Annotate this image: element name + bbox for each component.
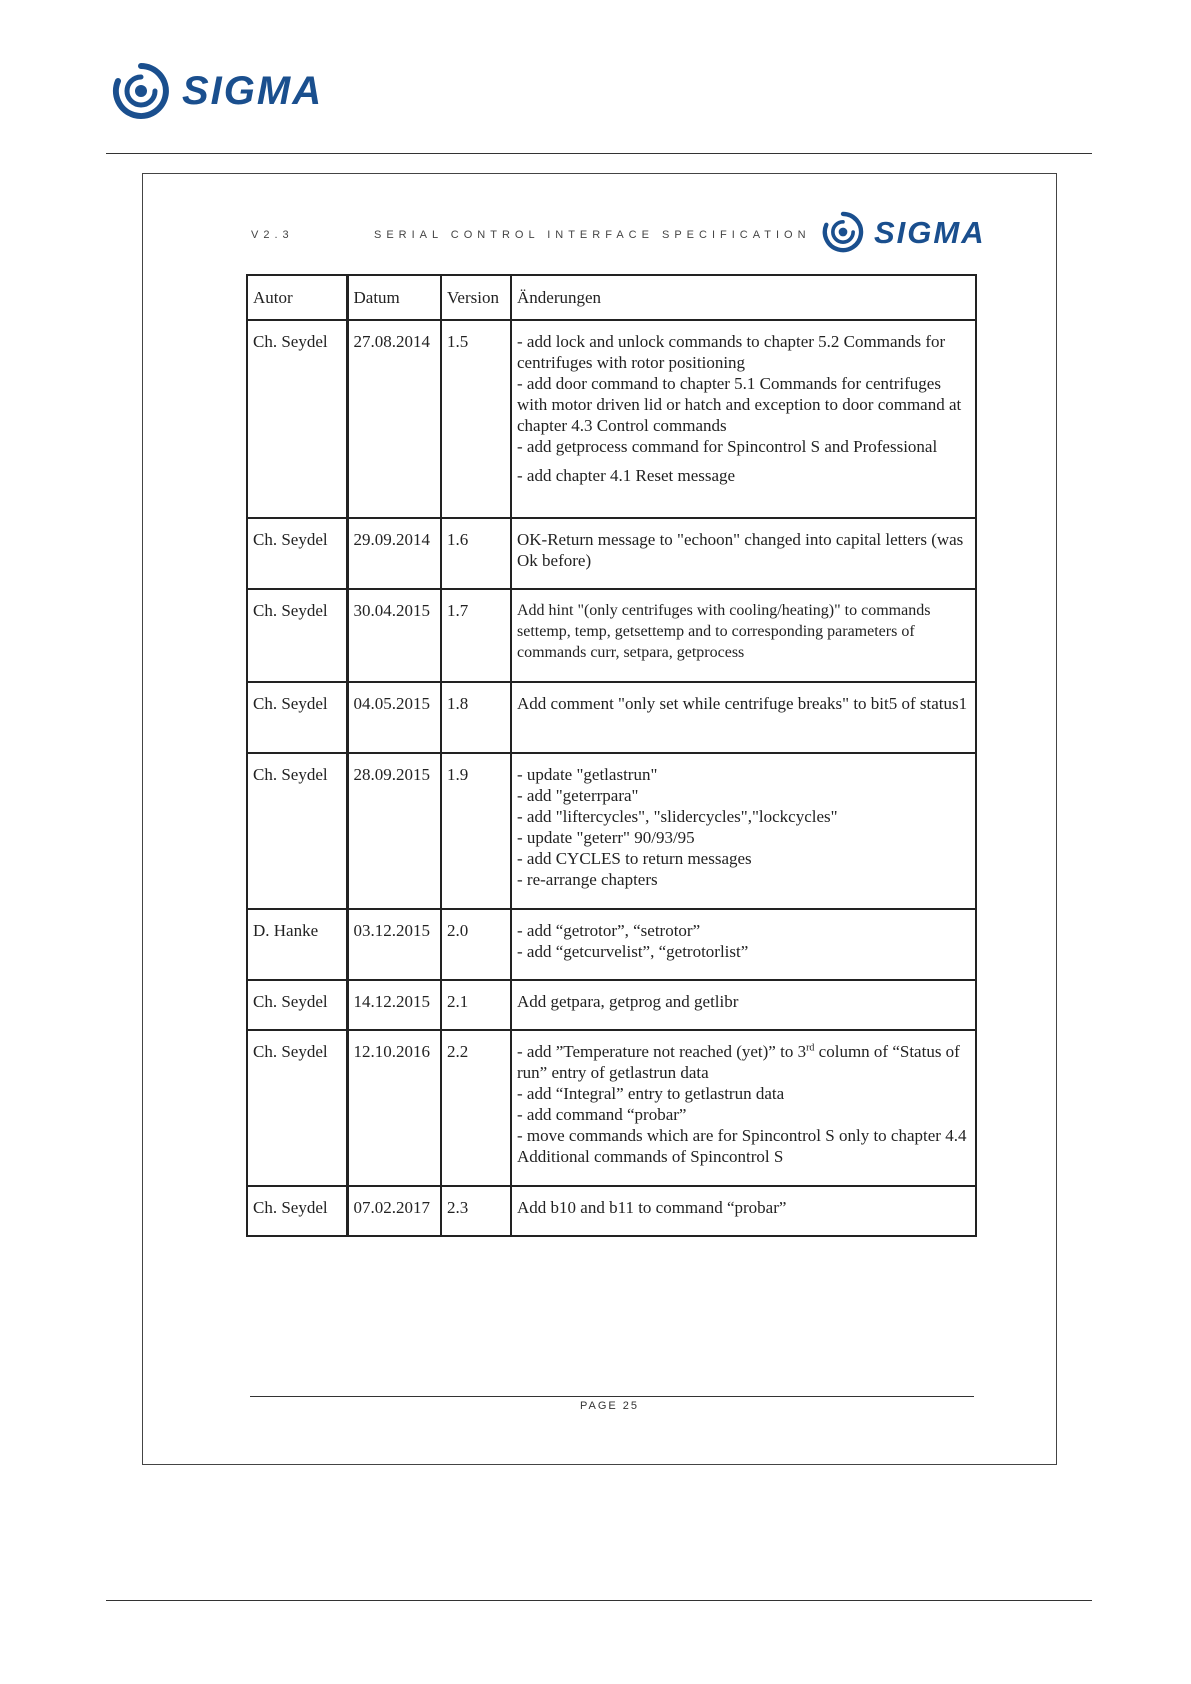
change-line: - add “getcurvelist”, “getrotorlist”: [517, 942, 749, 961]
cell-author: Ch. Seydel: [247, 980, 347, 1030]
table-row: [247, 589, 976, 682]
sigma-emblem-icon: [822, 211, 864, 253]
cell-date: 27.08.2014: [347, 320, 441, 518]
change-line: - add "liftercycles", "slidercycles","lockcycles": [517, 807, 838, 826]
cell-version: 2.2: [441, 1030, 511, 1186]
sigma-logo-top: [112, 62, 323, 120]
cell-date: 04.05.2015: [347, 682, 441, 753]
cell-version: 2.0: [441, 909, 511, 980]
cell-version: 1.9: [441, 753, 511, 909]
cell-date: 30.04.2015: [347, 589, 441, 682]
table-header-row: [247, 275, 976, 320]
change-line: Add comment "only set while centrifuge breaks" to bit5 of status1: [517, 694, 968, 713]
cell-author: Ch. Seydel: [247, 682, 347, 753]
change-line: - add chapter 4.1 Reset message: [517, 466, 736, 485]
cell-author: Ch. Seydel: [247, 589, 347, 682]
cell-version: 1.6: [441, 518, 511, 589]
change-line: - add “Integral” entry to getlastrun data: [517, 1084, 785, 1103]
change-line: - add "geterrpara": [517, 786, 639, 805]
table-row: [247, 518, 976, 589]
cell-changes: [511, 682, 976, 753]
table-row: [247, 1186, 976, 1236]
cell-date: 03.12.2015: [347, 909, 441, 980]
header-author: Autor: [247, 275, 347, 320]
cell-changes: [511, 1186, 976, 1236]
change-line: - add CYCLES to return messages: [517, 849, 752, 868]
cell-version: 2.3: [441, 1186, 511, 1236]
page-number: PAGE 25: [579, 1400, 640, 1412]
cell-changes: [511, 320, 976, 518]
cell-changes: [511, 753, 976, 909]
cell-version: 2.1: [441, 980, 511, 1030]
table-row: [247, 682, 976, 753]
cell-date: 28.09.2015: [347, 753, 441, 909]
change-line: - add ”Temperature not reached (yet)” to 3rd column of “Status of run” entry of getlastrun data: [517, 1042, 960, 1082]
header-date: Datum: [347, 275, 441, 320]
sigma-logo-inner: [822, 211, 986, 253]
cell-version: 1.5: [441, 320, 511, 518]
cell-author: D. Hanke: [247, 909, 347, 980]
cell-author: Ch. Seydel: [247, 518, 347, 589]
cell-changes: [511, 589, 976, 682]
cell-changes: [511, 518, 976, 589]
change-line: - add getprocess command for Spincontrol S and Professional: [517, 437, 938, 456]
cell-changes: [511, 909, 976, 980]
cell-version: 1.8: [441, 682, 511, 753]
change-line: Add b10 and b11 to command “probar”: [517, 1198, 787, 1217]
cell-author: Ch. Seydel: [247, 1186, 347, 1236]
change-line: - add command “probar”: [517, 1105, 687, 1124]
sigma-emblem-icon: [112, 62, 170, 120]
cell-author: Ch. Seydel: [247, 320, 347, 518]
table-row: [247, 1030, 976, 1186]
sigma-wordmark: SIGMA: [182, 69, 324, 113]
table-row: [247, 320, 976, 518]
change-line: - add “getrotor”, “setrotor”: [517, 921, 701, 940]
change-line: Add getpara, getprog and getlibr: [517, 992, 739, 1011]
change-line: - re-arrange chapters: [517, 870, 658, 889]
cell-date: 07.02.2017: [347, 1186, 441, 1236]
cell-author: Ch. Seydel: [247, 753, 347, 909]
table-row: [247, 980, 976, 1030]
cell-date: 29.09.2014: [347, 518, 441, 589]
changelog-table: [246, 274, 977, 1237]
change-line: Add hint "(only centrifuges with cooling/heating)" to commands settemp, temp, getsettemp and to corresponding parameters of commands curr, setpara, getprocess: [517, 602, 931, 661]
change-line: - update "getlastrun": [517, 765, 658, 784]
doc-version: V2.3: [251, 229, 294, 241]
cell-version: 1.7: [441, 589, 511, 682]
page-footer-divider: [250, 1396, 974, 1397]
header-version: Version: [441, 275, 511, 320]
cell-author: Ch. Seydel: [247, 1030, 347, 1186]
doc-title: SERIAL CONTROL INTERFACE SPECIFICATION: [374, 229, 811, 241]
change-line: - add door command to chapter 5.1 Commands for centrifuges with motor driven lid or hatch and exception to door command at chapter 4.3 Control commands: [517, 374, 962, 435]
cell-changes: [511, 980, 976, 1030]
cell-date: 12.10.2016: [347, 1030, 441, 1186]
table-row: [247, 909, 976, 980]
top-divider: [106, 153, 1092, 154]
change-line: - move commands which are for Spincontrol S only to chapter 4.4 Additional commands of Spincontrol S: [517, 1126, 967, 1166]
table-row: [247, 753, 976, 909]
bottom-divider: [106, 1600, 1092, 1601]
header-changes: Änderungen: [511, 275, 976, 320]
change-line: - add lock and unlock commands to chapter 5.2 Commands for centrifuges with rotor positioning: [517, 332, 946, 372]
change-line: OK-Return message to "echoon" changed into capital letters (was Ok before): [517, 530, 964, 570]
cell-date: 14.12.2015: [347, 980, 441, 1030]
change-line: - update "geterr" 90/93/95: [517, 828, 695, 847]
sigma-wordmark: SIGMA: [874, 214, 986, 250]
cell-changes: [511, 1030, 976, 1186]
